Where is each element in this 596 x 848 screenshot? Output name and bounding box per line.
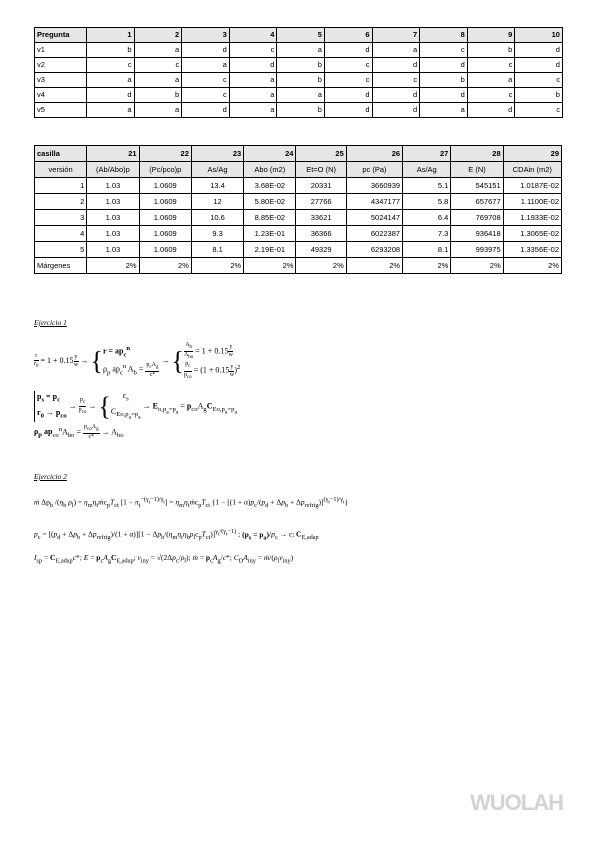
table-cell: a <box>134 103 182 118</box>
table-cell: c <box>87 58 135 73</box>
table-cell: 1.3356E-02 <box>503 242 561 258</box>
table-cell: d <box>515 43 563 58</box>
table-cell: 3660939 <box>346 178 402 194</box>
header-cell: 24 <box>244 146 296 162</box>
table-cell: b <box>277 73 325 88</box>
header-cell: (Pc/pco)p <box>139 162 191 178</box>
table-cell: 657677 <box>451 194 503 210</box>
table-cell: 27766 <box>296 194 346 210</box>
ejercicio-1-eq-3: $\rho_p$ $ap_{co}^nA_{bo}$ = $p_{co}A_g$ c* → $A_{bo}$ <box>34 424 124 441</box>
header-cell: 5 <box>277 28 325 43</box>
table-cell: 2% <box>346 258 402 274</box>
table-cell: 6293208 <box>346 242 402 258</box>
table-cell: a <box>134 43 182 58</box>
table-cell: d <box>372 58 420 73</box>
header-cell: 23 <box>191 146 243 162</box>
table-cell: a <box>87 73 135 88</box>
row-label: 3 <box>35 210 87 226</box>
table-cell: c <box>182 73 230 88</box>
table-cell: 13.4 <box>191 178 243 194</box>
header-cell: 29 <box>503 146 561 162</box>
table-cell: 1.23E-01 <box>244 226 296 242</box>
header-cell: 22 <box>139 146 191 162</box>
table-cell: 1.1100E-02 <box>503 194 561 210</box>
table-row <box>35 178 562 194</box>
header-cell: Et=O (N) <box>296 162 346 178</box>
table-cell: a <box>372 43 420 58</box>
table-cell: d <box>467 103 515 118</box>
ejercicio-1-title: Ejercicio 1 <box>34 318 67 327</box>
table-cell: 3.68E-02 <box>244 178 296 194</box>
table-cell: 12 <box>191 194 243 210</box>
table-cell: 5.80E-02 <box>244 194 296 210</box>
table-cell: a <box>87 103 135 118</box>
header-cell: pc (Pa) <box>346 162 402 178</box>
table-cell: 1.0609 <box>139 194 191 210</box>
table-row <box>35 43 563 58</box>
table-cell: a <box>229 73 277 88</box>
table-cell: 2% <box>403 258 451 274</box>
table-cell: d <box>182 103 230 118</box>
table-row <box>35 88 563 103</box>
row-label: Márgenes <box>35 258 87 274</box>
table-row <box>35 103 563 118</box>
table-cell: b <box>515 88 563 103</box>
table-cell: c <box>229 43 277 58</box>
table-cell: 1.0187E-02 <box>503 178 561 194</box>
table-cell: 1.0609 <box>139 242 191 258</box>
table-cell: b <box>134 88 182 103</box>
table-cell: 1.3065E-02 <box>503 226 561 242</box>
wuolah-logo: WUOLAH <box>470 790 563 815</box>
table-cell: a <box>420 103 468 118</box>
row-label: 4 <box>35 226 87 242</box>
table-cell: d <box>372 103 420 118</box>
table-cell: 2% <box>191 258 243 274</box>
table-cell: 2% <box>87 258 139 274</box>
table-cell: d <box>324 103 372 118</box>
table-row <box>35 58 563 73</box>
table-cell: 2% <box>451 258 503 274</box>
table-cell: 1.1933E-02 <box>503 210 561 226</box>
table-cell: 6.4 <box>403 210 451 226</box>
ejercicio-2-eq-3: $I_{sp} = C_{E,adap}c*$; $E = p_cA_gC_{E,adap}$; $v_{iny} = √(2\Delta p_c/\rho_l)$; ṁ = $p_cA_g/c*$; $C_DA_{iny}$ = $ṁ/(\rho_lv_{iny})$ <box>34 553 294 565</box>
header-cell: 21 <box>87 146 139 162</box>
table-row <box>35 226 562 242</box>
table-cell: 1.0609 <box>139 178 191 194</box>
table-cell: a <box>134 73 182 88</box>
table-cell: c <box>324 73 372 88</box>
header-cell: 2 <box>134 28 182 43</box>
table-cell: c <box>467 88 515 103</box>
table-cell: 2.19E-01 <box>244 242 296 258</box>
table-cell: c <box>420 43 468 58</box>
header-cell: E (N) <box>451 162 503 178</box>
header-cell: 7 <box>372 28 420 43</box>
table-cell: a <box>277 43 325 58</box>
table-cell: b <box>277 58 325 73</box>
table-cell: 2% <box>244 258 296 274</box>
table-cell: b <box>87 43 135 58</box>
table-cell: a <box>229 88 277 103</box>
table-cell: d <box>229 58 277 73</box>
table-cell: 769708 <box>451 210 503 226</box>
table-cell: d <box>515 58 563 73</box>
table-cell: d <box>324 88 372 103</box>
header-cell: 4 <box>229 28 277 43</box>
table-cell: 1.03 <box>87 194 139 210</box>
table-cell: d <box>324 43 372 58</box>
margins-row <box>35 258 562 274</box>
table-cell: 1.03 <box>87 210 139 226</box>
row-label: v4 <box>35 88 87 103</box>
header-cell: As/Ag <box>191 162 243 178</box>
header-cell: 26 <box>346 146 402 162</box>
table-row <box>35 210 562 226</box>
table-row <box>35 194 562 210</box>
table-cell: c <box>515 73 563 88</box>
table-cell: d <box>420 88 468 103</box>
table-cell: 1.03 <box>87 178 139 194</box>
table-cell: b <box>467 43 515 58</box>
table-cell: 33621 <box>296 210 346 226</box>
table-cell: 545151 <box>451 178 503 194</box>
header-cell: CDAin (m2) <box>503 162 561 178</box>
table-cell: 2% <box>139 258 191 274</box>
table-cell: c <box>182 88 230 103</box>
header-cell: Pregunta <box>35 28 87 43</box>
table-cell: d <box>182 43 230 58</box>
header-cell: casilla <box>35 146 87 162</box>
header-cell: (Ab/Abo)p <box>87 162 139 178</box>
row-label: v5 <box>35 103 87 118</box>
header-cell: 27 <box>403 146 451 162</box>
header-cell: Abo (m2) <box>244 162 296 178</box>
ejercicio-2-eq-1: ṁ $\Delta p_b$ $/(\eta_b$ $\rho_l$) = $\eta_m\eta_tṁc_pT_{ct}$ $[1 - \pi_t^{-(\gamma_t-1)/\gamma_t}]$ = $\eta_m\eta_tṁc_pT_{ct}$ $\{1 - [(1 + \alpha)p_c/(p_d + \Delta p_b + \Delta p_{refrig})]^{(\gamma_t-1)/\gamma_t}\}$ <box>34 496 349 509</box>
table-cell: d <box>420 58 468 73</box>
table-cell: b <box>420 73 468 88</box>
table-cell: 1.0609 <box>139 210 191 226</box>
casilla-row <box>35 146 562 162</box>
table-cell: a <box>467 73 515 88</box>
version-row <box>35 162 562 178</box>
table-header-row <box>35 28 563 43</box>
table-cell: c <box>515 103 563 118</box>
table-cell: 8.85E-02 <box>244 210 296 226</box>
header-cell: 9 <box>467 28 515 43</box>
table-cell: 20331 <box>296 178 346 194</box>
table-cell: c <box>467 58 515 73</box>
table-cell: 8.1 <box>191 242 243 258</box>
header-cell: 3 <box>182 28 230 43</box>
ejercicio-1-eq-2: $p_s = p_c$ $r_0 \to p_{co}$ → $p_c$ $p_{co}$ → { $\varepsilon_s$ $C_{Eo,p_a=p_a}$ → $E_{o,p_a=p_a} = p_{co}A_gC_{Eo,p_a=p_a}$ <box>34 390 237 424</box>
table-cell: 2% <box>503 258 561 274</box>
header-cell: 6 <box>324 28 372 43</box>
table-cell: 49329 <box>296 242 346 258</box>
row-label: 1 <box>35 178 87 194</box>
header-cell: As/Ag <box>403 162 451 178</box>
row-label: v3 <box>35 73 87 88</box>
table-cell: c <box>324 58 372 73</box>
table-cell: d <box>87 88 135 103</box>
table-cell: 1.03 <box>87 226 139 242</box>
table-cell: 936418 <box>451 226 503 242</box>
answers-table <box>34 27 563 118</box>
table-cell: a <box>229 103 277 118</box>
row-label: 5 <box>35 242 87 258</box>
table-cell: 36366 <box>296 226 346 242</box>
header-cell: versión <box>35 162 87 178</box>
table-cell: 8.1 <box>403 242 451 258</box>
table-cell: a <box>182 58 230 73</box>
row-label: v1 <box>35 43 87 58</box>
table-cell: 7.3 <box>403 226 451 242</box>
table-cell: b <box>277 103 325 118</box>
results-table <box>34 145 562 274</box>
table-cell: 10.6 <box>191 210 243 226</box>
table-cell: 5.1 <box>403 178 451 194</box>
header-cell: 25 <box>296 146 346 162</box>
row-label: 2 <box>35 194 87 210</box>
table-cell: d <box>372 88 420 103</box>
table-cell: 993975 <box>451 242 503 258</box>
header-cell: 10 <box>515 28 563 43</box>
ejercicio-2-eq-2: $p_c = [(p_d + \Delta p_b + \Delta p_{refrig})/(1 + \alpha)][1 - \Delta p_b/(\eta_m\eta_t\eta_b\rho_lc_pT_{ct})]^{\gamma_t/(\gamma_t-1)}$ ; $(p_s = p_a)/p_c \to \varepsilon$; $C_{E,adap}$ <box>34 528 319 541</box>
header-cell: 28 <box>451 146 503 162</box>
table-cell: 4347177 <box>346 194 402 210</box>
table-cell: a <box>277 88 325 103</box>
table-cell: 1.0609 <box>139 226 191 242</box>
table-row <box>35 73 563 88</box>
ejercicio-1-eq-1: $\frac{r}{r_0}$ = 1 + 0.15 $\frac{y}{w}$ → { $r = ap_c^n$ $\rho_p$ $ap_c^n$ $A_b$ = $p_cA_g$ c* → { $A_b$ $A_{bo}$ = 1 + 0.15 $\frac{y}{w}$ $p_c$ $p_{co}$ = (1 + 0.15 $\frac{y}{w}$ )$^2$ <box>34 342 241 380</box>
table-cell: c <box>372 73 420 88</box>
table-cell: 6022387 <box>346 226 402 242</box>
table-cell: 5024147 <box>346 210 402 226</box>
table-cell: 5.8 <box>403 194 451 210</box>
table-cell: c <box>134 58 182 73</box>
table-row <box>35 242 562 258</box>
table-cell: 9.3 <box>191 226 243 242</box>
ejercicio-2-title: Ejercicio 2 <box>34 472 67 481</box>
table-cell: 1.03 <box>87 242 139 258</box>
table-cell: 2% <box>296 258 346 274</box>
header-cell: 8 <box>420 28 468 43</box>
header-cell: 1 <box>87 28 135 43</box>
row-label: v2 <box>35 58 87 73</box>
